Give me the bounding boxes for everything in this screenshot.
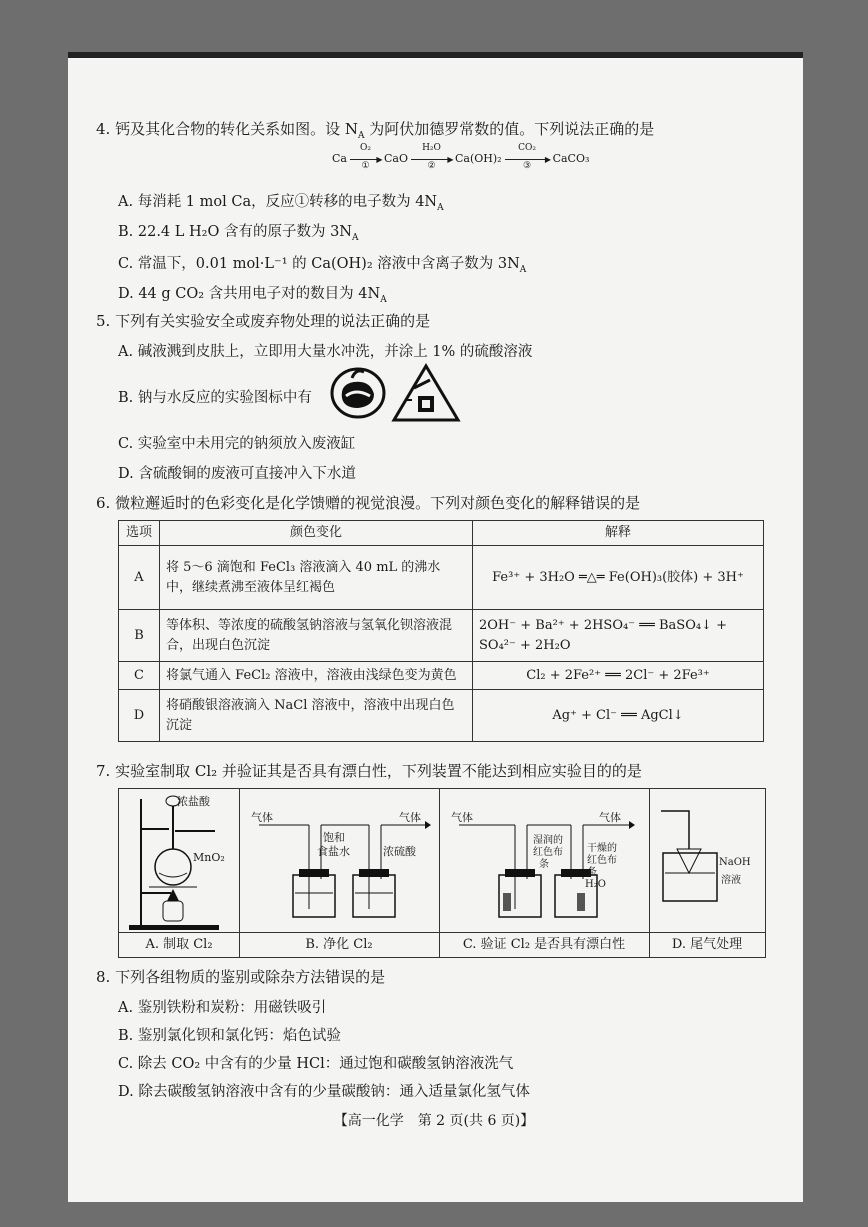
label-saturated: 饱和 [323,831,345,844]
q6-stem: 6. 微粒邂逅时的色彩变化是化学馈赠的视觉浪漫。下列对颜色变化的解释错误的是 [96,494,641,512]
q4-option-c [118,252,526,275]
row-change: 等体积、等浓度的硫酸氢钠溶液与氢氧化钡溶液混合，出现白色沉淀 [160,610,473,662]
product-caco3: CaCO₃ [552,152,590,165]
label-wet-2: 红色布 [533,847,563,858]
q8-option-b: B. 鉴别氯化钡和氯化钙：焰色试验 [118,1028,341,1044]
label-salt-water: 食盐水 [317,845,350,858]
row-option: B [119,610,160,662]
label-conc-hcl: 浓盐酸 [177,795,210,808]
hot-liquid-icon [332,369,384,417]
panel-d [649,789,765,957]
arrow-3-top: CO₂ [518,143,536,153]
row-explain: Cl₂ + 2Fe²⁺ ══ 2Cl⁻ + 2Fe³⁺ [473,662,764,690]
q4-option-b-text: B. 22.4 L H₂O 含有的原子数为 3N [118,224,352,240]
label-conc-h2so4: 浓硫酸 [383,845,416,858]
label-gas-in: 气体 [451,811,473,824]
panel-a [119,789,240,957]
row-change: 将 5～6 滴饱和 FeCl₃ 溶液滴入 40 mL 的沸水中，继续煮沸至液体呈红褐色 [160,546,473,610]
header-option: 选项 [119,521,160,546]
label-naoh: NaOH [719,857,751,868]
q4-option-b [118,220,358,243]
q4-option-a-sub: A [437,202,444,213]
q5-option-a: A. 碱液溅到皮肤上，立即用大量水冲洗，并涂上 1% 的硫酸溶液 [118,344,533,360]
q5-option-d: D. 含硫酸铜的废液可直接冲入下水道 [118,466,356,482]
q4-option-d [118,282,387,305]
q4-option-c-text: C. 常温下，0.01 mol·L⁻¹ 的 Ca(OH)₂ 溶液中含离子数为 3N [118,256,520,272]
row-option: C [119,662,160,690]
q7-stem: 7. 实验室制取 Cl₂ 并验证其是否具有漂白性，下列装置不能达到相应实验目的的是 [96,762,642,780]
q5-option-b: B. 钠与水反应的实验图标中有 [118,390,312,406]
row-explain: 2OH⁻ + Ba²⁺ + 2HSO₄⁻ ══ BaSO₄↓ + SO₄²⁻ + 2H₂O [473,610,764,662]
arrow-1-top: O₂ [359,143,371,153]
table-header-row [119,521,764,546]
table-row [119,690,764,742]
reaction-arrow-3: CO₂ ▶ ③ [505,153,549,165]
table-row [119,546,764,610]
q4-option-a-text: A. 每消耗 1 mol Ca，反应①转移的电子数为 4N [118,194,438,210]
q4-stem-end: 为阿伏加德罗常数的值。下列说法正确的是 [364,120,655,138]
row-change: 将氯气通入 FeCl₂ 溶液中，溶液由浅绿色变为黄色 [160,662,473,690]
label-gas-out: 气体 [399,811,421,824]
q8-option-d: D. 除去碳酸氢钠溶液中含有的少量碳酸钠：通入适量氯化氢气体 [118,1084,530,1100]
label-gas-out: 气体 [599,811,621,824]
row-option: D [119,690,160,742]
row-explain: Ag⁺ + Cl⁻ ══ AgCl↓ [473,690,764,742]
label-dry-3: 条 [587,867,597,878]
caption-d: D. 尾气处理 [649,932,765,957]
label-wet-1: 湿润的 [533,835,563,846]
q4-option-b-sub: A [351,232,359,243]
q4-reaction [332,143,590,171]
arrow-2-bottom: ② [427,161,436,171]
label-mno2: MnO₂ [193,851,225,864]
row-explain: Fe³⁺ + 3H₂O ═△═ Fe(OH)₃(胶体) + 3H⁺ [473,546,764,610]
q4-stem [96,118,654,141]
label-solution: 溶液 [721,875,741,886]
corrosive-warning-icon [394,366,458,420]
q7-apparatus-figure [118,788,766,958]
panel-b [239,789,440,957]
q4-stem-text: 4. 钙及其化合物的转化关系如图。设 N [96,120,358,138]
q5-option-c: C. 实验室中未用完的钠须放入废液缸 [118,436,356,452]
arrow-1-bottom: ① [361,161,370,171]
reactant-ca: Ca [332,152,347,165]
q6-table [118,520,764,742]
label-h2o: H₂O [585,879,606,890]
header-change: 颜色变化 [160,521,473,546]
table-row [119,662,764,690]
arrow-2-top: H₂O [422,143,441,153]
row-option: A [119,546,160,610]
lab-safety-icons [330,362,462,424]
q4-option-d-sub: A [380,294,387,305]
reaction-arrow-2: H₂O ▶ ② [411,153,451,165]
caption-b: B. 净化 Cl₂ [239,932,439,957]
scan-edge [68,52,803,58]
row-change: 将硝酸银溶液滴入 NaCl 溶液中，溶液中出现白色沉淀 [160,690,473,742]
panel-c [439,789,650,957]
label-dry-2: 红色布 [587,855,617,866]
header-explain: 解释 [473,521,764,546]
arrow-3-bottom: ③ [523,161,532,171]
label-dry-1: 干燥的 [587,843,617,854]
q4-option-c-sub: A [519,264,527,275]
page-footer: 【高一化学 第 2 页(共 6 页)】 [333,1113,535,1129]
caption-c: C. 验证 Cl₂ 是否具有漂白性 [439,932,649,957]
product-caoh2: Ca(OH)₂ [454,152,502,165]
q4-option-a [118,190,444,213]
product-cao: CaO [383,152,408,165]
q4-stem-sub: A [357,131,365,141]
q4-option-d-text: D. 44 g CO₂ 含共用电子对的数目为 4N [118,286,381,302]
q8-option-a: A. 鉴别铁粉和炭粉：用磁铁吸引 [118,1000,327,1016]
q5-stem: 5. 下列有关实验安全或废弃物处理的说法正确的是 [96,312,431,330]
reaction-arrow-1: O₂ ▶ ① [350,153,380,165]
table-row [119,610,764,662]
caption-a: A. 制取 Cl₂ [119,932,239,957]
q8-option-c: C. 除去 CO₂ 中含有的少量 HCl：通过饱和碳酸氢钠溶液洗气 [118,1056,514,1072]
q8-stem: 8. 下列各组物质的鉴别或除杂方法错误的是 [96,968,386,986]
label-gas-in: 气体 [251,811,273,824]
label-wet-3: 条 [539,859,549,870]
